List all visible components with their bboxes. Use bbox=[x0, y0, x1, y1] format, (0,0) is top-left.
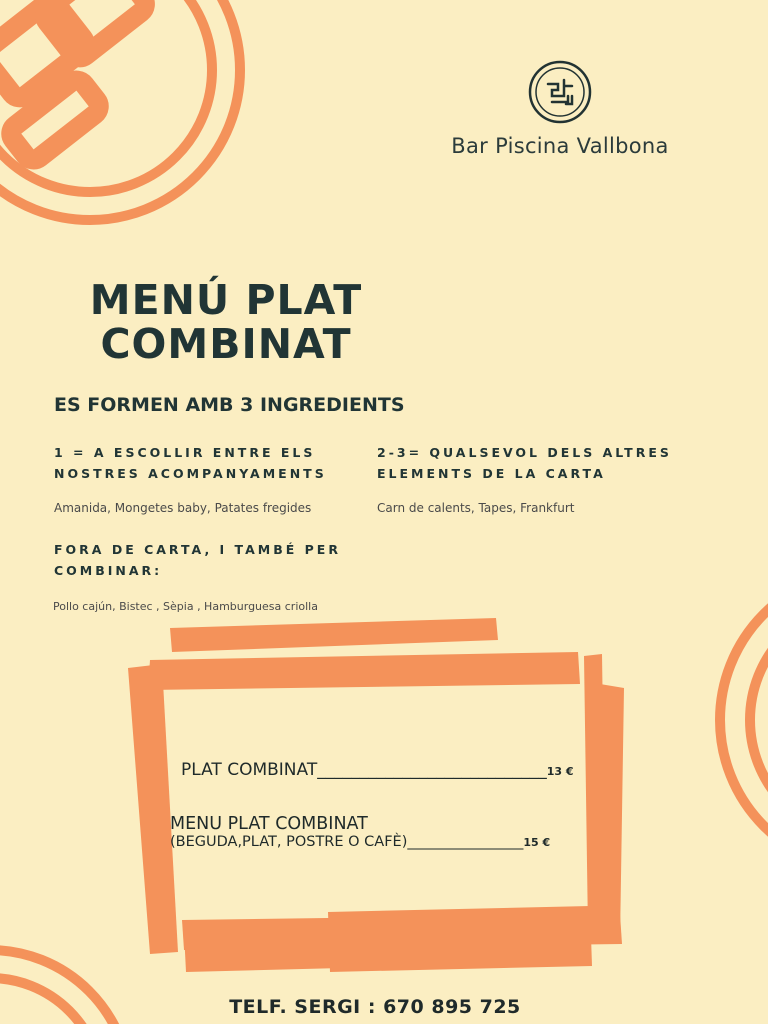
menu-title-line2: COMBINAT bbox=[100, 320, 352, 368]
price-row1-dots: ___________________________ bbox=[317, 760, 547, 780]
col2-heading-line1: 2-3= QUALSEVOL DELS ALTRES bbox=[377, 445, 672, 460]
price-frame bbox=[128, 618, 624, 972]
price-row-plat-combinat bbox=[181, 760, 574, 780]
price-row2-sub: (BEGUDA,PLAT, POSTRE O CAFÈ) bbox=[170, 834, 408, 850]
brand-name: Bar Piscina Vallbona bbox=[451, 134, 669, 158]
right-ornament bbox=[720, 570, 768, 870]
fora-items: Pollo cajún, Bistec , Sèpia , Hamburguesa criolla bbox=[53, 600, 318, 613]
price-row2-label: MENU PLAT COMBINAT bbox=[170, 814, 368, 834]
col1-heading-line1: 1 = A ESCOLLIR ENTRE ELS bbox=[54, 445, 316, 460]
fora-heading-line2: COMBINAR: bbox=[54, 563, 163, 578]
col1-items: Amanida, Mongetes baby, Patates fregides bbox=[54, 501, 312, 515]
price-row2-dots: ________________ bbox=[407, 834, 524, 850]
col2-heading bbox=[377, 442, 677, 484]
menu-subtitle: ES FORMEN AMB 3 INGREDIENTS bbox=[54, 394, 405, 416]
maze-seal-icon bbox=[528, 60, 592, 124]
top-left-ornament bbox=[0, 0, 240, 220]
contact-phone: TELF. SERGI : 670 895 725 bbox=[229, 996, 521, 1018]
col2-items: Carn de calents, Tapes, Frankfurt bbox=[377, 501, 575, 515]
fora-heading-line1: FORA DE CARTA, I TAMBÉ PER bbox=[54, 542, 341, 557]
col1-heading bbox=[54, 442, 354, 484]
price-row1-price: 13 € bbox=[546, 765, 574, 778]
col1-heading-line2: NOSTRES ACOMPANYAMENTS bbox=[54, 466, 327, 481]
price-row-menu-plat-combinat bbox=[170, 834, 550, 850]
price-row2-price: 15 € bbox=[523, 836, 551, 849]
menu-title bbox=[56, 278, 396, 366]
price-row1-label: PLAT COMBINAT bbox=[181, 760, 318, 780]
col2-heading-line2: ELEMENTS DE LA CARTA bbox=[377, 466, 606, 481]
fora-heading bbox=[54, 539, 354, 581]
menu-title-line1: MENÚ PLAT bbox=[89, 276, 363, 324]
